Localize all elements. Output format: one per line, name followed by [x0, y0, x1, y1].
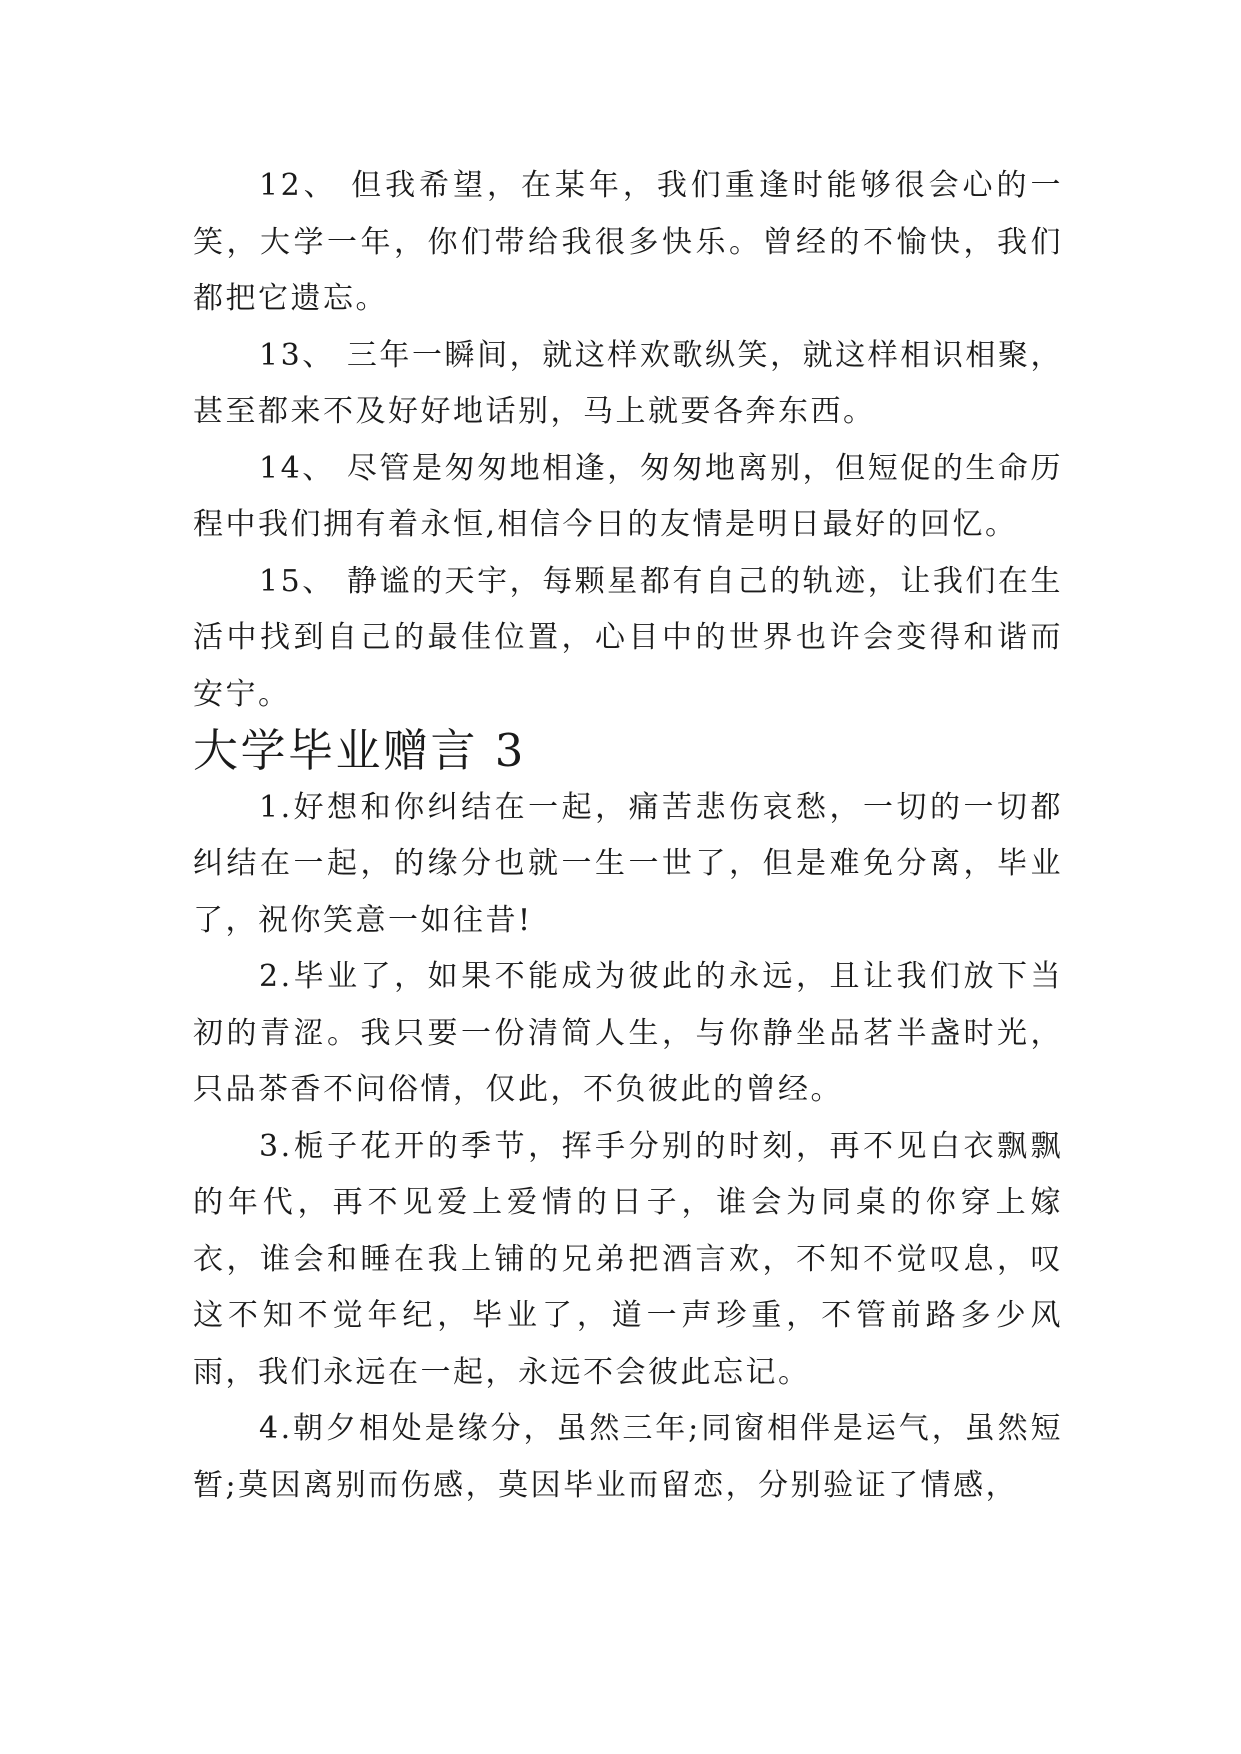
section-heading: 大学毕业赠言 3 [193, 724, 526, 777]
paragraph-1: 1.好想和你纠结在一起，痛苦悲伤哀愁，一切的一切都纠结在一起，的缘分也就一生一世了，但是难免分离，毕业了，祝你笑意一如往昔! [193, 789, 1063, 938]
document-body [193, 158, 1063, 1514]
paragraph-4: 4.朝夕相处是缘分，虽然三年;同窗相伴是运气，虽然短暂;莫因离别而伤感，莫因毕业而留恋，分别验证了情感， [193, 1411, 1063, 1503]
paragraph-2: 2.毕业了，如果不能成为彼此的永远，且让我们放下当初的青涩。我只要一份清简人生，与你静坐品茗半盏时光，只品茶香不问俗情，仅此，不负彼此的曾经。 [193, 959, 1063, 1107]
paragraph-12: 12、 但我希望，在某年，我们重逢时能够很会心的一笑，大学一年，你们带给我很多快乐。曾经的不愉快，我们都把它遗忘。 [193, 168, 1063, 316]
paragraph-15: 15、 静谧的天宇，每颗星都有自己的轨迹，让我们在生活中找到自己的最佳位置，心目中的世界也许会变得和谐而安宁。 [193, 563, 1063, 712]
paragraph-14: 14、 尽管是匆匆地相逢，匆匆地离别，但短促的生命历程中我们拥有着永恒,相信今日的友情是明日最好的回忆。 [193, 450, 1063, 542]
paragraph-13: 13、 三年一瞬间，就这样欢歌纵笑，就这样相识相聚，甚至都来不及好好地话别，马上就要各奔东西。 [193, 337, 1063, 429]
paragraph-3: 3.栀子花开的季节，挥手分别的时刻，再不见白衣飘飘的年代，再不见爱上爱情的日子，谁会为同桌的你穿上嫁衣，谁会和睡在我上铺的兄弟把酒言欢，不知不觉叹息，叹这不知不觉年纪，毕业了，道一声珍重，不管前路多少风雨，我们永远在一起，永远不会彼此忘记。 [193, 1128, 1063, 1390]
